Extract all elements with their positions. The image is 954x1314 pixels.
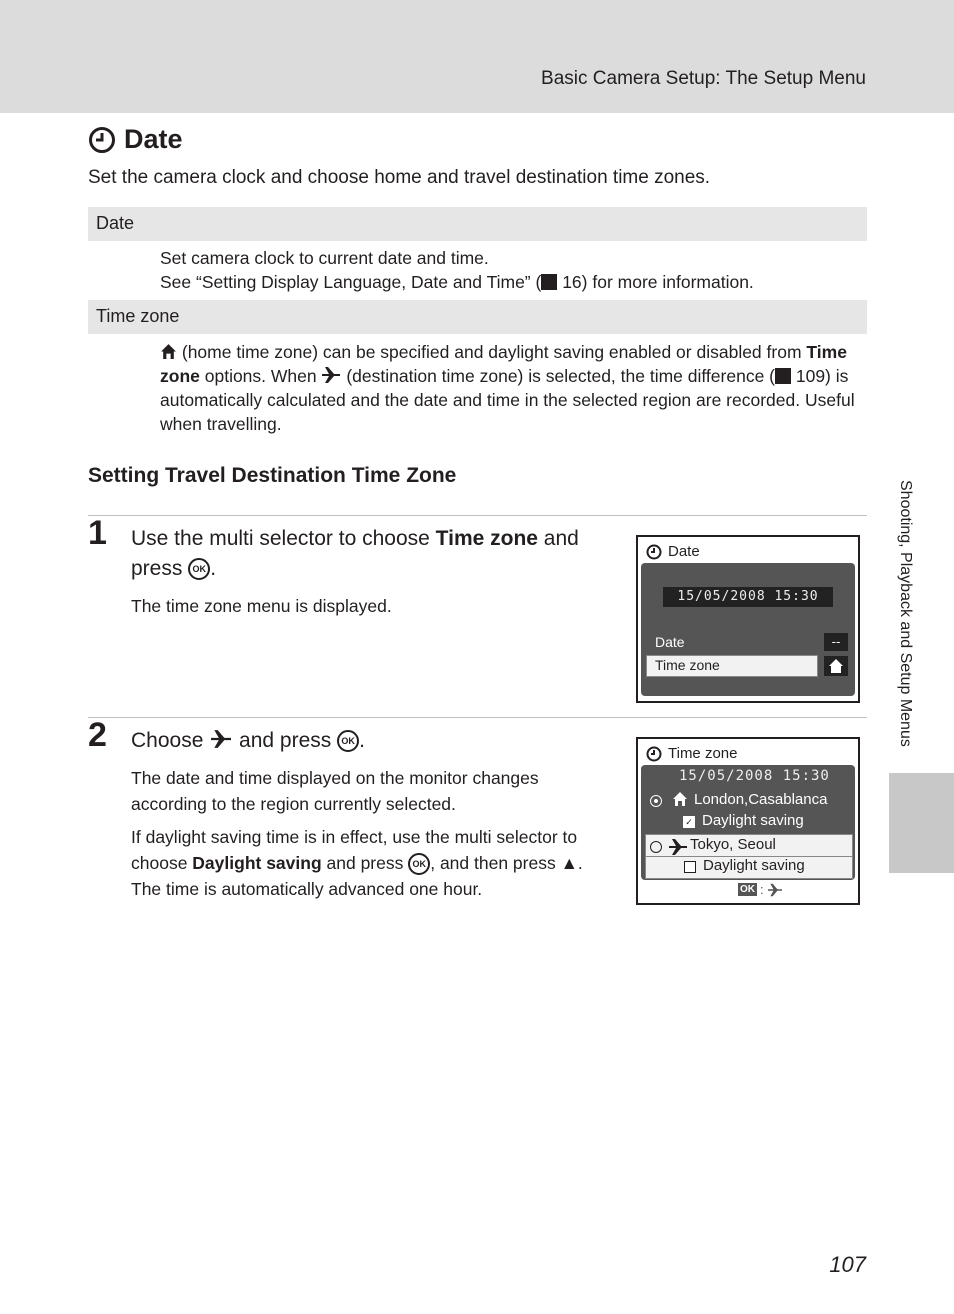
destination-dst-checkbox [684, 861, 696, 873]
page-ref-icon [541, 274, 557, 290]
home-icon [160, 343, 177, 360]
clock-icon [646, 746, 662, 762]
ok-button-icon: OK [188, 558, 210, 580]
destination-dst-label: Daylight saving [703, 857, 805, 874]
intro-text: Set the camera clock and choose home and travel destination time zones. [88, 167, 711, 188]
step-number: 1 [88, 514, 107, 552]
section-title: Basic Camera Setup: The Setup Menu [541, 68, 866, 89]
section-subheading: Setting Travel Destination Time Zone [88, 464, 457, 487]
up-arrow-icon: ▲ [560, 853, 578, 873]
menu-item-date: Date [655, 634, 685, 650]
footer-separator: : [760, 882, 764, 897]
step-heading: Choose and press OK . [131, 729, 365, 752]
step-heading: Use the multi selector to choose Time zone and press OK . [131, 527, 579, 580]
step-body: The date and time displayed on the monitor changes according to the region currently selected. [131, 768, 539, 814]
option-label: Date [96, 213, 135, 233]
camera-screen-date [636, 535, 860, 703]
clock-icon [646, 544, 662, 560]
page-title [88, 124, 183, 155]
ok-button-icon: OK [740, 884, 755, 895]
home-icon [672, 791, 688, 807]
step-body: If daylight saving time is in effect, use the multi selector to choose Daylight saving and press OK , and then press ▲. The time is automatically advanced one hour. [131, 827, 583, 899]
page-number: 107 [829, 1252, 866, 1277]
option-bar-date [88, 207, 867, 241]
step-number: 2 [88, 716, 107, 754]
option-label: Time zone [96, 306, 180, 326]
screen-title: Date [646, 543, 700, 560]
airplane-icon [321, 366, 341, 384]
page-title-text: Date [124, 124, 183, 154]
destination-radio [650, 841, 662, 853]
screen-footer-hint [738, 882, 783, 897]
airplane-icon [209, 729, 233, 749]
divider [88, 717, 867, 718]
destination-city: Tokyo, Seoul [690, 836, 776, 853]
option-bar-time-zone [88, 300, 867, 334]
screen-lcd [641, 765, 855, 880]
ok-button-icon: OK [337, 730, 359, 752]
airplane-icon [767, 883, 783, 897]
datetime-readout: 15/05/2008 15:30 [663, 587, 833, 607]
header-band [0, 0, 954, 113]
airplane-icon [668, 838, 688, 856]
home-radio [650, 795, 662, 807]
ok-button-icon: OK [408, 853, 430, 875]
date-value: -- [824, 633, 848, 651]
home-city: London,Casablanca [694, 791, 828, 808]
desc-line: Set camera clock to current date and time. [160, 248, 489, 268]
step-body: The time zone menu is displayed. [131, 596, 392, 616]
home-dst-label: Daylight saving [702, 812, 804, 829]
side-tab [889, 773, 954, 873]
datetime-readout: 15/05/2008 15:30 [679, 768, 830, 784]
screen-title: Time zone [646, 745, 737, 762]
home-dst-checkbox: ✓ [683, 816, 695, 828]
page-ref-icon [775, 368, 791, 384]
home-icon [824, 656, 848, 676]
screen-lcd [641, 563, 855, 696]
desc-line: See “Setting Display Language, Date and Time” ( 16) for more information. [160, 272, 754, 292]
option-desc-date [160, 246, 860, 294]
destination-zone-item [645, 834, 853, 879]
side-section-label: Shooting, Playback and Setup Menus [897, 480, 914, 747]
option-desc-time-zone: (home time zone) can be specified and daylight saving enabled or disabled from Time zone options. When (destination time zone) is selected, the time difference ( 109) is automatically calculated and the date and time in the selected region are recorded. Useful when travelling. [160, 342, 855, 434]
menu-item-time-zone: Time zone [646, 655, 818, 677]
clock-icon [88, 126, 116, 154]
camera-screen-time-zone [636, 737, 860, 905]
divider [88, 515, 867, 516]
